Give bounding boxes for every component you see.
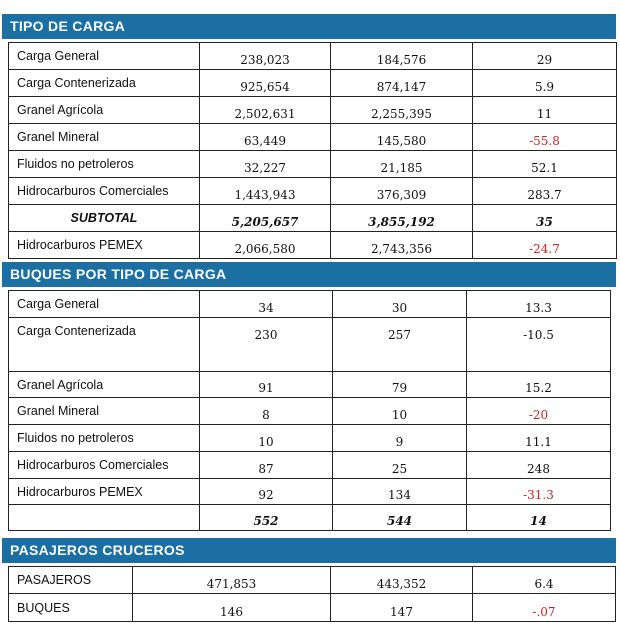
cell-value-b: 145,580 <box>331 124 473 151</box>
row-label: Granel Mineral <box>9 124 200 151</box>
cell-value-change-negative: -31.3 <box>467 479 611 505</box>
cell-value-b: 376,309 <box>331 178 473 205</box>
section-header-buques-por-tipo-de-carga: BUQUES POR TIPO DE CARGA <box>2 262 616 287</box>
cell-value-b: 79 <box>333 372 467 398</box>
row-label: BUQUES <box>9 594 133 622</box>
subtotal-value-change: 35 <box>473 205 617 232</box>
cell-value-change: 248 <box>467 452 611 479</box>
cell-value-b: 30 <box>333 291 467 318</box>
cell-value-b: 257 <box>333 318 467 372</box>
row-label: Carga Contenerizada <box>9 70 200 97</box>
total-value-a: 552 <box>200 505 333 531</box>
cell-value-a: 2,066,580 <box>200 232 331 259</box>
table-row <box>9 452 611 479</box>
row-label: Fluidos no petroleros <box>9 425 200 452</box>
cell-value-change: 15.2 <box>467 372 611 398</box>
subtotal-label: SUBTOTAL <box>9 205 200 232</box>
cell-value-a: 471,853 <box>133 567 331 594</box>
cell-value-b: 874,147 <box>331 70 473 97</box>
table-row <box>9 594 616 622</box>
section-header-pasajeros-cruceros: PASAJEROS CRUCEROS <box>2 538 616 563</box>
cell-value-change: 29 <box>473 43 617 70</box>
cell-value-b: 443,352 <box>331 567 473 594</box>
cell-value-a: 230 <box>200 318 333 372</box>
cell-value-change-negative: -24.7 <box>473 232 617 259</box>
row-label: Granel Agrícola <box>9 97 200 124</box>
subtotal-row <box>9 205 617 232</box>
cell-value-change: 52.1 <box>473 151 617 178</box>
table-row <box>9 479 611 505</box>
cell-value-b: 21,185 <box>331 151 473 178</box>
cell-value-b: 10 <box>333 398 467 425</box>
row-label: Granel Mineral <box>9 398 200 425</box>
row-label: Granel Agrícola <box>9 372 200 398</box>
cell-value-b: 9 <box>333 425 467 452</box>
table-row <box>9 70 617 97</box>
table-row <box>9 97 617 124</box>
row-label: Hidrocarburos PEMEX <box>9 232 200 259</box>
cell-value-change-negative: -55.8 <box>473 124 617 151</box>
cell-value-a: 1,443,943 <box>200 178 331 205</box>
table-row <box>9 318 611 372</box>
table-row <box>9 151 617 178</box>
table-buques-por-tipo-de-carga <box>8 290 611 531</box>
cell-value-a: 63,449 <box>200 124 331 151</box>
subtotal-value-a: 5,205,657 <box>200 205 331 232</box>
table-tipo-de-carga <box>8 42 617 259</box>
row-label: Carga General <box>9 43 200 70</box>
row-label: PASAJEROS <box>9 567 133 594</box>
cell-value-a: 92 <box>200 479 333 505</box>
total-row <box>9 505 611 531</box>
table-row <box>9 124 617 151</box>
row-label: Hidrocarburos Comerciales <box>9 178 200 205</box>
cell-value-a: 34 <box>200 291 333 318</box>
cell-value-a: 8 <box>200 398 333 425</box>
total-value-change: 14 <box>467 505 611 531</box>
cell-value-a: 146 <box>133 594 331 622</box>
table-row <box>9 43 617 70</box>
cell-value-change: 283.7 <box>473 178 617 205</box>
cell-value-change-negative: -20 <box>467 398 611 425</box>
cell-value-b: 147 <box>331 594 473 622</box>
cell-value-a: 10 <box>200 425 333 452</box>
total-value-b: 544 <box>333 505 467 531</box>
table-row <box>9 178 617 205</box>
cell-value-b: 134 <box>333 479 467 505</box>
cell-value-b: 184,576 <box>331 43 473 70</box>
table-row <box>9 398 611 425</box>
cell-value-change: 13.3 <box>467 291 611 318</box>
table-row <box>9 232 617 259</box>
cell-value-change: 6.4 <box>473 567 616 594</box>
cell-value-b: 25 <box>333 452 467 479</box>
cell-value-b: 2,743,356 <box>331 232 473 259</box>
table-pasajeros-cruceros <box>8 566 616 622</box>
row-label: Carga Contenerizada <box>9 318 200 372</box>
table-row <box>9 291 611 318</box>
cell-value-a: 238,023 <box>200 43 331 70</box>
cell-value-a: 91 <box>200 372 333 398</box>
row-label: Carga General <box>9 291 200 318</box>
row-label: Hidrocarburos Comerciales <box>9 452 200 479</box>
cell-value-a: 32,227 <box>200 151 331 178</box>
cell-value-change: -10.5 <box>467 318 611 372</box>
table-row <box>9 567 616 594</box>
row-label: Hidrocarburos PEMEX <box>9 479 200 505</box>
row-label: Fluidos no petroleros <box>9 151 200 178</box>
total-label-empty <box>9 505 200 531</box>
section-header-tipo-de-carga: TIPO DE CARGA <box>2 14 616 39</box>
cell-value-a: 925,654 <box>200 70 331 97</box>
cell-value-change: 11.1 <box>467 425 611 452</box>
cell-value-change: 5.9 <box>473 70 617 97</box>
cell-value-change-negative: -.07 <box>473 594 616 622</box>
cell-value-a: 2,502,631 <box>200 97 331 124</box>
subtotal-value-b: 3,855,192 <box>331 205 473 232</box>
cell-value-change: 11 <box>473 97 617 124</box>
cell-value-a: 87 <box>200 452 333 479</box>
table-row <box>9 425 611 452</box>
cell-value-b: 2,255,395 <box>331 97 473 124</box>
table-row <box>9 372 611 398</box>
